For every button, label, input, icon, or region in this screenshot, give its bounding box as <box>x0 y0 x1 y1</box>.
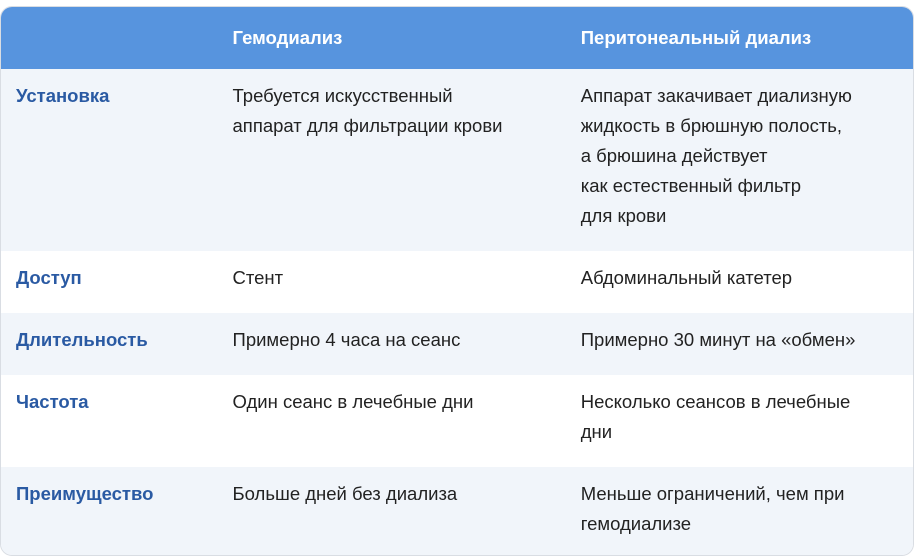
cell-line: Меньше ограничений, чем при <box>580 483 845 504</box>
cell-line: Требуется искусственный <box>232 85 453 106</box>
table-row-access <box>1 251 913 313</box>
cell-line: аппарат для фильтрации крови <box>232 115 503 136</box>
cell-line: Один сеанс в лечебные дни <box>232 391 474 412</box>
comparison-table <box>0 6 914 556</box>
cell-line: жидкость в брюшную полость, <box>580 115 843 136</box>
row-label: Установка <box>16 85 110 106</box>
cell-line: а брюшина действует <box>580 145 768 166</box>
cell-line: дни <box>580 421 613 442</box>
cell-line: Примерно 4 часа на сеанс <box>232 329 461 350</box>
cell-line: гемодиализе <box>580 513 692 534</box>
row-label: Частота <box>16 391 89 412</box>
peritoneal-cell <box>581 81 913 231</box>
cell-line: Примерно 30 минут на «обмен» <box>580 329 856 350</box>
peritoneal-cell <box>581 479 913 539</box>
row-label: Доступ <box>16 267 82 288</box>
hemodialysis-cell <box>233 325 581 355</box>
cell-line: Аппарат закачивает диализную <box>580 85 852 106</box>
table-row-advantage <box>1 467 913 556</box>
row-label: Преимущество <box>16 483 154 504</box>
hemodialysis-cell <box>233 479 581 509</box>
cell-line: для крови <box>580 205 667 226</box>
cell-line: Несколько сеансов в лечебные <box>580 391 851 412</box>
hemodialysis-cell <box>233 81 581 141</box>
cell-line: Стент <box>232 267 284 288</box>
peritoneal-cell <box>581 387 913 447</box>
table-row-duration <box>1 313 913 375</box>
cell-line: как естественный фильтр <box>580 175 801 196</box>
header-hemodialysis: Гемодиализ <box>232 27 343 48</box>
cell-line: Больше дней без диализа <box>232 483 458 504</box>
hemodialysis-cell <box>233 387 581 417</box>
hemodialysis-cell <box>233 263 581 293</box>
table-row-setup <box>1 69 913 251</box>
header-peritoneal-dialysis: Перитонеальный диализ <box>580 27 812 48</box>
peritoneal-cell <box>581 325 913 355</box>
table-header <box>1 7 913 69</box>
row-label: Длительность <box>16 329 148 350</box>
cell-line: Абдоминальный катетер <box>580 267 793 288</box>
peritoneal-cell <box>581 263 913 293</box>
table-row-frequency <box>1 375 913 467</box>
